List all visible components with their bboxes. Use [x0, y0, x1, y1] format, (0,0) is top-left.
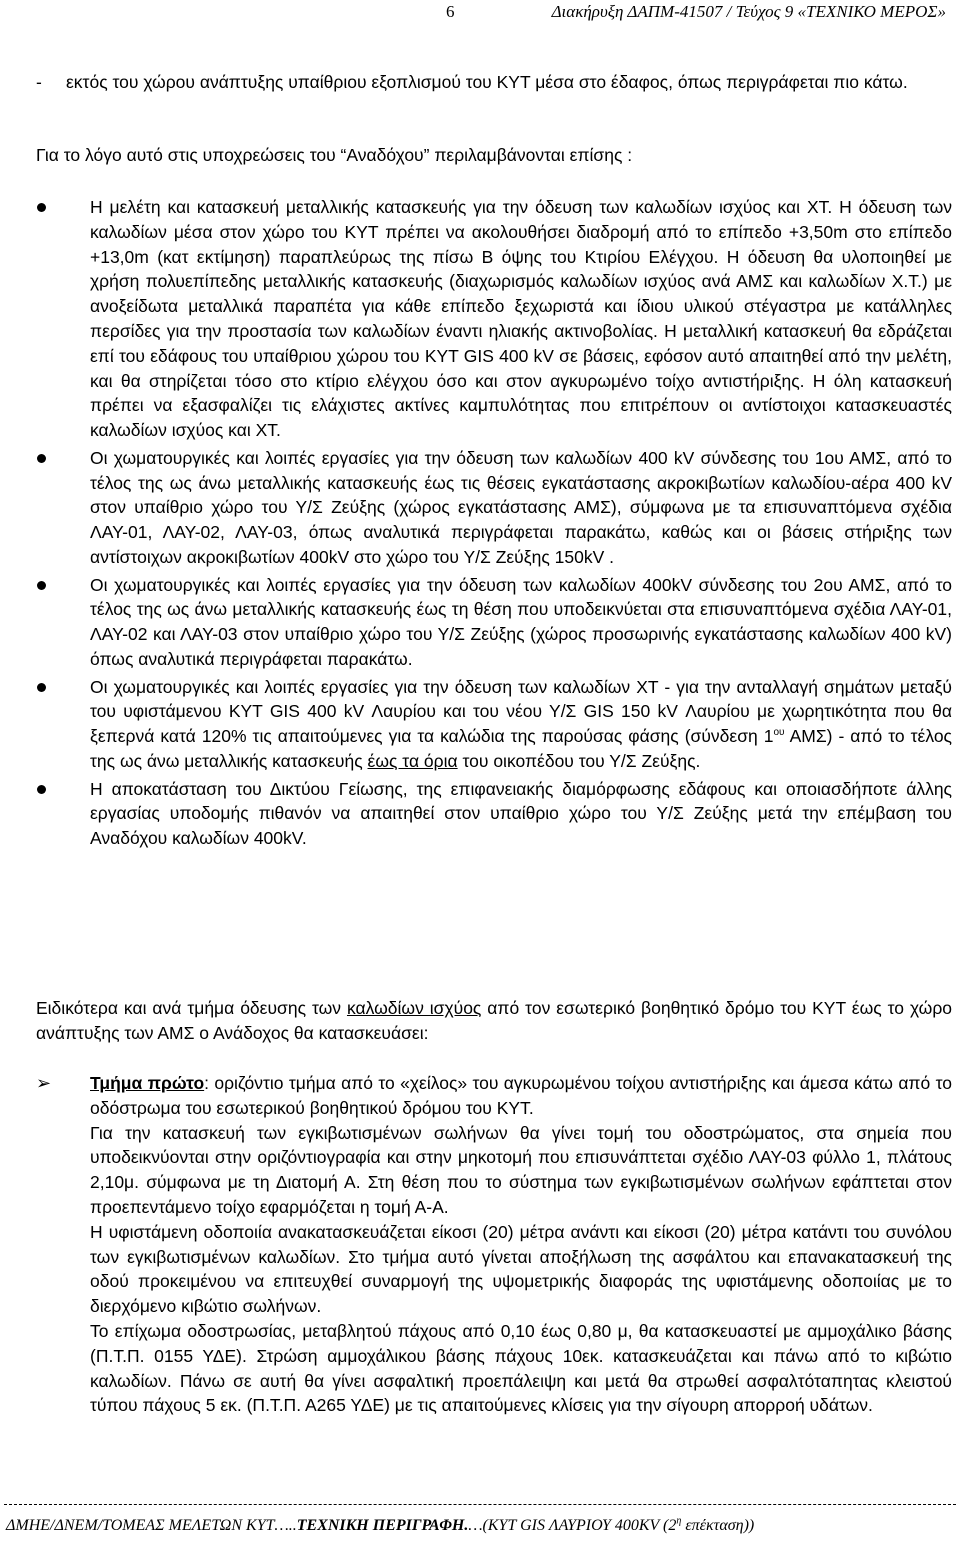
- ordinal-superscript: ου: [773, 727, 785, 739]
- bullet-text-part: ΑΜΣ) - από το τέλος της ως άνω μεταλλικής κατασκευής: [90, 726, 952, 771]
- underlined-text: έως τα όρια: [367, 750, 458, 771]
- list-item: [36, 195, 952, 443]
- page-number: 6: [446, 2, 455, 21]
- bullet-icon: [37, 581, 46, 590]
- bullet-icon: [37, 683, 46, 692]
- footer-bold-text: ΤΕΧΝΙΚΗ ΠΕΡΙΓΡΑΦΗ.: [296, 1517, 469, 1534]
- section-lead-text: : οριζόντιο τμήμα από το «χείλος» του αγκυρωμένου τοίχου αντιστήριξης και άμεσα κάτω από το οδόστρωμα του εσωτερικού βοηθητικού δρόμου του ΚΥΤ.: [90, 1073, 952, 1118]
- obligations-list: [36, 195, 952, 854]
- footer-divider: [4, 1504, 956, 1505]
- section-part-one: [36, 1071, 952, 1418]
- page-footer: [6, 1517, 956, 1535]
- bullet-text-part: Οι χωματουργικές και λοιπές εργασίες για την όδευση των καλωδίων ΧΤ - για την ανταλλαγή σημάτων μεταξύ του υφιστάμενου ΚΥΤ GIS 400 kV Λαυρίου και του νέου Υ/Σ GIS 150 kV Λαυρίου με χωρητικότητα που θα ξεπερνά κατά 120% τις απαιτούμενες για τα καλώδια της παρούσας φάσης (σύνδεση 1: [90, 676, 952, 747]
- underlined-text: καλωδίων ισχύος: [346, 998, 482, 1018]
- footer-text: επέκταση)): [681, 1517, 755, 1534]
- section-paragraph: Το επίχωμα οδοστρωσίας, μεταβλητού πάχους από 0,10 έως 0,80 μ, θα κατασκευαστεί με αμμοχάλικο βάσης (Π.Τ.Π. 0155 ΥΔΕ). Στρώση αμμοχάλικου βάσης πάχους 10εκ. κατασκευάζεται και πάνω από το κιβώτιο καλωδίων. Πάνω σε αυτή θα γίνει ασφαλτική προεπάλειψη και μετά θα στρωθεί ασφαλτόταπητας κλειστού τύπου πάχους 5 εκ. (Π.Τ.Π. Α265 ΥΔΕ) με τις απαιτούμενες κλίσεις για την σίγουρη απορροή υδάτων.: [90, 1320, 952, 1416]
- list-item: [36, 675, 952, 774]
- section-paragraph: Για την κατασκευή των εγκιβωτισμένων σωλήνων θα γίνει τομή του οδοστρώματος, στα σημεία που υποδεικνύονται στην οριζόντιογραφία και στην μηκοτομή που επισυνάπτεται σχέδιο ΛΑΥ-03 φύλλο 1, πλάτους 2,10μ. σύμφωνα με τη Διατομή Α. Στη θέση που το σύστημα των εγκιβωτισμένων σωλήνων εφάπτεται στον προεπεντάμενο τοίχο εφαρμόζεται η τομή Α-Α.: [90, 1122, 952, 1217]
- bullet-icon: [37, 785, 46, 794]
- intro-paragraph: Για το λόγο αυτό στις υποχρεώσεις του “Αναδόχου” περιλαμβάνονται επίσης :: [36, 145, 633, 165]
- list-item: [36, 573, 952, 672]
- bullet-text: Η αποκατάσταση του Δικτύου Γείωσης, της επιφανειακής διαμόρφωσης εδάφους και οποιασδήποτε άλλης εργασίας υποδομής πιθανόν να απαιτηθεί στον υπαίθριο χώρο του Υ/Σ Ζεύξης μετά την επέμβαση του Αναδόχου καλωδίων 400kV.: [90, 778, 952, 849]
- section-paragraph: Η υφιστάμενη οδοποιία ανακατασκευάζεται είκοσι (20) μέτρα ανάντι και είκοσι (20) μέτρα κατάντι του συνόλου των εγκιβωτισμένων καλωδίων. Στο τμήμα αυτό γίνεται αποξήλωση της ασφάλτου και επανακατασκευή της οδού προκειμένου να επιτευχθεί συναρμογή της υψομετρικής διαφοράς της υφιστάμενης οδοποιίας με το διερχόμενο κιβώτιο σωλήνων.: [90, 1221, 952, 1317]
- bullet-text: Οι χωματουργικές και λοιπές εργασίες για την όδευση των καλωδίων 400kV σύνδεσης του 2ου ΑΜΣ, από το τέλος της ως άνω μεταλλικής κατασκευής έως τη θέση που υποδεικνύεται στα επισυναπτόμενα σχέδια ΛΑΥ-01, ΛΑΥ-02 και ΛΑΥ-03 στον υπαίθριο χώρο του Υ/Σ Ζεύξης (χώρος προσωρινής εγκατάστασης καλωδίων 400 kV) όπως αναλυτικά περιγράφεται παρακάτω.: [90, 574, 952, 669]
- bullet-text: Οι χωματουργικές και λοιπές εργασίες για την όδευση των καλωδίων 400 kV σύνδεσης του 1ου ΑΜΣ, από το τέλος της ως άνω μεταλλικής κατασκευής έως τις θέσεις εγκατάστασης ακροκιβωτίων καλωδίου-αέρα 400 kV στον υπαίθριο χώρο του Υ/Σ Ζεύξης (χώρος εγκατάστασης ΑΜΣ), σύμφωνα με τα επισυναπτόμενα σχέδια ΛΑΥ-01, ΛΑΥ-02, ΛΑΥ-03, όπως αναλυτικά περιγράφεται παρακάτω, καθώς και οι βάσεις στήριξης των αντίστοιχων ακροκιβωτίων 400kV στο χώρο του Υ/Σ Ζεύξης 150kV .: [90, 447, 952, 567]
- page-header: [0, 0, 960, 30]
- section-lead: [90, 1071, 952, 1121]
- footer-text: …(ΚΥΤ GIS ΛΑΥΡΙΟΥ 400KV (2: [468, 1517, 677, 1534]
- arrow-bullet-icon: ➢: [36, 1073, 52, 1093]
- section-intro-paragraph: [36, 996, 952, 1046]
- bullet-text-part: του οικοπέδου του Υ/Σ Ζεύξης.: [457, 750, 701, 771]
- footer-text: ΔΜΗΕ/ΔΝΕΜ/ΤΟΜΕΑΣ ΜΕΛΕΤΩΝ ΚΥΤ…..: [6, 1517, 297, 1534]
- dash-marker: -: [36, 72, 42, 92]
- footer-superscript: η: [676, 1515, 682, 1527]
- list-item: [36, 446, 952, 570]
- intro-text: από τον εσωτερικό βοηθητικό δρόμο του ΚΥΤ έως το χώρο ανάπτυξης των ΑΜΣ ο Ανάδοχος θα κατασκευάσει:: [36, 998, 953, 1043]
- bullet-icon: [37, 203, 46, 212]
- bullet-text: Η μελέτη και κατασκευή μεταλλικής κατασκευής για την όδευση των καλωδίων ισχύος και ΧΤ. Η όδευση των καλωδίων μέσα στον χώρο του ΚΥΤ πρέπει να ακολουθήσει διαδρομή από το επίπεδο +3,50m στο επίπεδο +13,0m (κατ εκτίμηση) παραπλεύρως της πίσω Β όψης του Κτιρίου Ελέγχου. Η όδευση θα υλοποιηθεί με χρήση πολυεπίπεδης μεταλλικής κατασκευής (διαχωρισμός καλωδίων ισχύος ανά ΑΜΣ και καλωδίων Χ.Τ.) με ανοξείδωτα μεταλλικά παραπέτα για κάθε επίπεδο ξεχωριστά και ίδιου υλικού στέγαστρα με κατάλληλες περσίδες για την προστασία των καλωδίων έναντι ηλιακής ακτινοβολίας. Η μεταλλική κατασκευή θα εδράζεται επί του εδάφους του υπαίθριου χώρου του ΚΥΤ GIS 400 kV σε βάσεις, εφόσον αυτό απαιτηθεί από την μελέτη, και θα στηρίζεται τόσο στο κτίριο ελέγχου όσο και στον αγκυρωμένο τοίχο αντιστήριξης. Η όλη κατασκευή πρέπει να εξασφαλίζει τις ελάχιστες ακτίνες καμπυλότητας που επιτρέπουν οι αντίστοιχοι κατασκευαστές καλωδίων ισχύος και ΧΤ.: [90, 197, 952, 441]
- section-title: Τμήμα πρώτο: [90, 1073, 205, 1093]
- section-body: [90, 1071, 952, 1418]
- document-reference: Διακήρυξη ΔΑΠΜ-41507 / Τεύχος 9 «ΤΕΧΝΙΚΟ ΜΕΡΟΣ»: [551, 2, 946, 21]
- list-item: [36, 777, 952, 851]
- dash-list-item: [36, 70, 952, 95]
- bullet-icon: [37, 454, 46, 463]
- dash-item-text: εκτός του χώρου ανάπτυξης υπαίθριου εξοπλισμού του ΚΥΤ μέσα στο έδαφος, όπως περιγράφεται πιο κάτω.: [66, 72, 908, 92]
- intro-text: Ειδικότερα και ανά τμήμα όδευσης των: [36, 998, 347, 1018]
